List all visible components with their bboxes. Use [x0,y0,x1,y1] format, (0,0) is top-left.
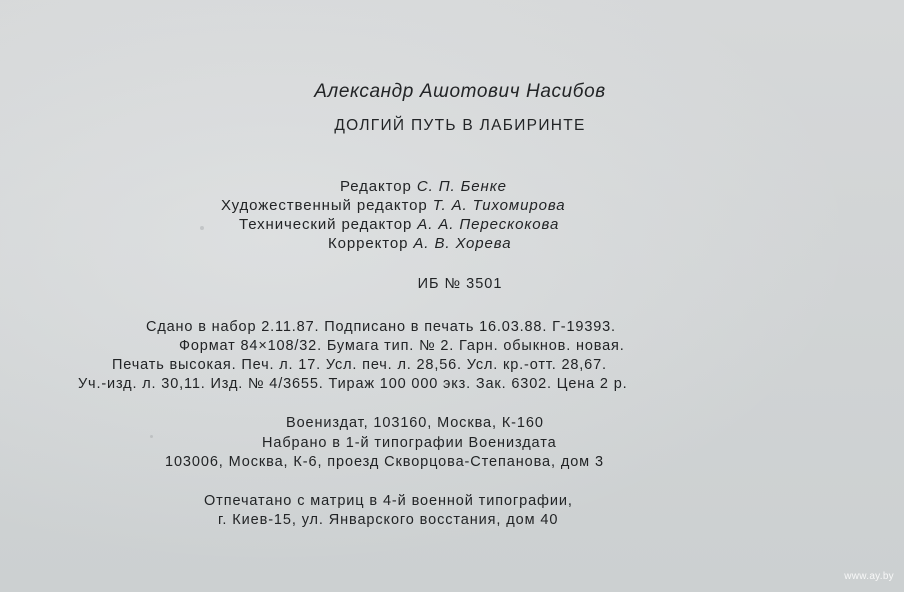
credit-role: Художественный редактор [221,197,428,214]
credit-tech-editor [239,217,559,232]
printer-line: г. Киев-15, ул. Январского восстания, дом 40 [218,512,559,528]
printing-line: Печать высокая. Печ. л. 17. Усл. печ. л. 28,56. Усл. кр.-отт. 28,67. [112,357,607,373]
credit-person: А. В. Хорева [413,235,512,252]
site-watermark: www.ay.by [844,571,894,582]
printing-line: Сдано в набор 2.11.87. Подписано в печать 16.03.88. Г-19393. [146,319,616,335]
credit-person: С. П. Бенке [416,178,507,195]
credit-person: Т. А. Тихомирова [432,197,566,214]
printing-line: Формат 84×108/32. Бумага тип. № 2. Гарн. обыкнов. новая. [179,338,625,354]
book-title: ДОЛГИЙ ПУТЬ В ЛАБИРИНТЕ [334,117,586,134]
paper-speck [200,226,204,230]
credit-role: Редактор [340,178,412,195]
credit-role: Технический редактор [239,216,413,233]
credit-art-editor [221,198,565,213]
publisher-line: 103006, Москва, К-6, проезд Скворцова-Степанова, дом 3 [165,454,604,470]
printing-line: Уч.-изд. л. 30,11. Изд. № 4/3655. Тираж 100 000 экз. Зак. 6302. Цена 2 р. [78,376,628,392]
publisher-line: Набрано в 1-й типографии Воениздата [262,435,557,451]
credit-proofreader [328,236,511,251]
credit-role: Корректор [328,235,409,252]
credit-person: А. А. Перескокова [417,216,560,233]
publisher-line: Воениздат, 103160, Москва, К-160 [286,415,544,431]
paper-speck [150,435,153,438]
credit-editor [340,179,507,194]
ib-number: ИБ № 3501 [417,276,503,292]
printer-line: Отпечатано с матриц в 4-й военной типографии, [204,493,573,509]
author-name: Александр Ашотович Насибов [314,81,606,102]
